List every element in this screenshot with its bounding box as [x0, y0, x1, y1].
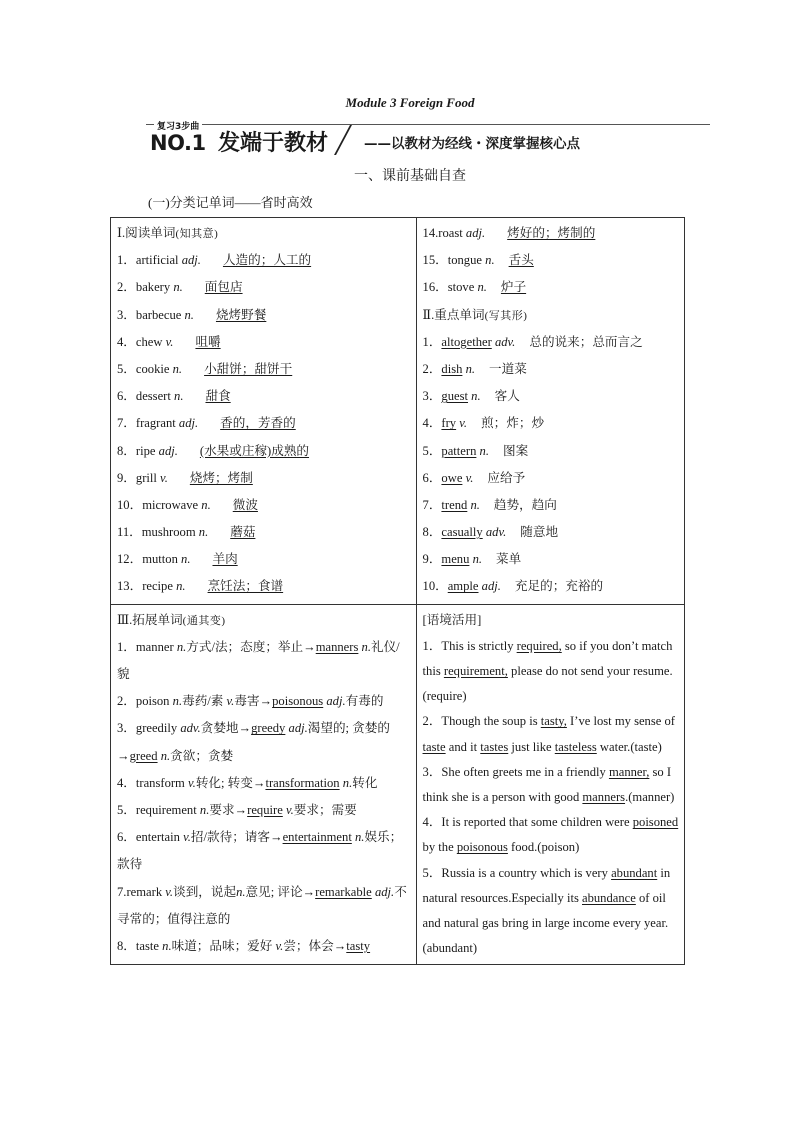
banner-subtitle: ——以教材为经线・深度掌握核心点: [364, 136, 580, 152]
list-item: 8．casually adv. 随意地: [422, 525, 559, 540]
list-item: 12．mutton n. 羊肉: [117, 552, 238, 567]
reading-words-cell: [111, 218, 417, 605]
list-item: 2．bakery n. 面包店: [117, 280, 243, 295]
list-item: 3．greedily adv.贪婪地→greedy adj.渴望的; 贪婪的→greed n.贪欲；贪婪: [117, 721, 390, 763]
section-title: 一、课前基础自查: [354, 169, 466, 184]
list-item: 7．fragrant adj. 香的，芳香的: [117, 416, 296, 431]
table-row: [111, 604, 685, 965]
list-item: 1．This is strictly required, so if you don’t match this requirement, please do not send your resume.(require): [422, 638, 673, 704]
list-item: 5．pattern n. 图案: [422, 443, 529, 458]
list-item: 6．owe v. 应给予: [422, 470, 526, 485]
list-item: 2．poison n.毒药/素 v.毒害→poisonous adj.有毒的: [117, 694, 384, 709]
table-row: [111, 218, 685, 605]
list-item: 5．Russia is a country which is very abundant in natural resources.Especially its abundance of oil and natural gas bring in large income every year.(abundant): [422, 865, 671, 956]
list-item: 5．requirement n.要求→require v.要求；需要: [117, 803, 357, 818]
context-practice-cell: [416, 604, 684, 965]
list-item: 4．It is reported that some children were poisoned by the poisonous food.(poison): [422, 815, 679, 855]
list-item: 10．microwave n. 微波: [117, 497, 258, 512]
subsection-title: (一)分类记单词——省时高效: [148, 195, 313, 210]
section-banner: [146, 119, 710, 156]
list-item: 3．She often greets me in a friendly manner, so I think she is a person with good manners.(manner): [422, 764, 675, 805]
banner-number: NO.1: [150, 131, 206, 155]
list-item: 4．chew v. 咀嚼: [117, 334, 221, 349]
list-item: 2．Though the soup is tasty, I’ve lost my sense of taste and it tastes just like tasteless water.(taste): [422, 714, 675, 754]
list-item: 8．taste n.味道；品味；爱好 v.尝；体会→tasty: [117, 939, 371, 954]
reading-heading: Ⅰ.阅读单词(知其意): [117, 226, 219, 240]
context-heading: [语境活用]: [422, 612, 482, 627]
list-item: 14.roast adj. 烤好的；烤制的: [422, 226, 596, 240]
list-item: 10．ample adj. 充足的；充裕的: [422, 579, 604, 594]
list-item: 4．transform v.转化; 转变→transformation n.转化: [117, 775, 378, 790]
list-item: 13．recipe n. 烹饪法；食谱: [117, 579, 284, 594]
list-item: 1．artificial adj. 人造的；人工的: [117, 253, 312, 268]
module-title: Module 3 Foreign Food: [345, 95, 475, 110]
banner-rule: [146, 124, 710, 125]
reading-and-key-words-cell: [416, 218, 684, 605]
list-item: 16．stove n. 炉子: [422, 280, 527, 295]
list-item: 6．dessert n. 甜食: [117, 389, 231, 404]
vocabulary-table: [110, 217, 685, 965]
list-item: 6．entertain v.招/款待；请客→entertainment n.娱乐；款待: [117, 830, 403, 872]
banner-main-title: 发端于教材: [218, 131, 329, 156]
list-item: 3．guest n. 客人: [422, 389, 520, 404]
list-item: 9．grill v. 烧烤；烤制: [117, 470, 253, 485]
list-item: 2．dish n. 一道菜: [422, 361, 527, 376]
list-item: 8．ripe adj. (水果或庄稼)成熟的: [117, 443, 310, 458]
list-item: 3．barbecue n. 烧烤野餐: [117, 307, 267, 322]
banner-slash: [334, 125, 352, 155]
list-item: 11．mushroom n. 蘑菇: [117, 525, 256, 540]
list-item: 1．manner n.方式/法；态度；举止→manners n.礼仪/貌: [117, 639, 400, 682]
banner-steps: 复习3步曲: [154, 119, 202, 132]
list-item: 9．menu n. 菜单: [422, 552, 522, 567]
key-words-heading: Ⅱ.重点单词(写其形): [422, 307, 528, 322]
expanded-heading: Ⅲ.拓展单词(通其变): [117, 612, 226, 627]
expanded-words-cell: [111, 604, 417, 965]
list-item: 1．altogether adv. 总的说来；总而言之: [422, 334, 643, 349]
list-item: 5．cookie n. 小甜饼；甜饼干: [117, 361, 293, 376]
list-item: 4．fry v. 煎；炸；炒: [422, 416, 545, 431]
list-item: 7.remark v.谈到，说起n.意见; 评论→remarkable adj.不寻常的；值得注意的: [117, 884, 407, 926]
list-item: 15．tongue n. 舌头: [422, 253, 534, 268]
list-item: 7．trend n. 趋势，趋向: [422, 497, 557, 512]
